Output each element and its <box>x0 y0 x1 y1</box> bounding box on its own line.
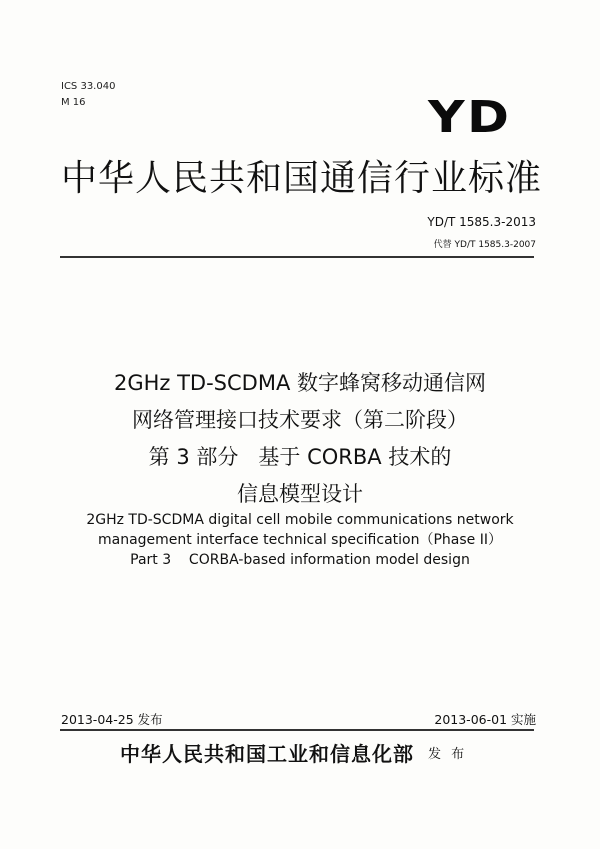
publisher-suffix: 发 布 <box>428 747 468 762</box>
implementation-date: 2013-06-01 实施 <box>434 712 536 727</box>
ics-code: ICS 33.040 <box>61 81 116 92</box>
english-title-line: 2GHz TD-SCDMA digital cell mobile communications network <box>86 512 514 528</box>
classification-codes <box>61 79 115 111</box>
bottom-divider <box>60 729 534 731</box>
publisher: 中华人民共和国工业和信息化部 <box>120 742 414 766</box>
english-title-line: Part 3 CORBA-based information model design <box>130 552 470 568</box>
standard-number: YD/T 1585.3-2013 <box>427 215 536 229</box>
english-title-line: management interface technical specification（Phase II） <box>98 532 502 548</box>
chinese-title-line: 2GHz TD-SCDMA 数字蜂窝移动通信网 <box>113 371 487 395</box>
chinese-title <box>0 365 600 513</box>
yd-logo: YD <box>428 92 512 143</box>
standard-category-title: 中华人民共和国通信行业标准 <box>61 158 543 199</box>
chinese-title-line: 第 3 部分 基于 CORBA 技术的 <box>148 445 452 469</box>
english-title <box>0 510 600 570</box>
chinese-title-line: 网络管理接口技术要求（第二阶段） <box>132 408 468 432</box>
issue-date: 2013-04-25 发布 <box>61 712 163 727</box>
ccs-code: M 16 <box>61 97 86 108</box>
replaces-standard: 代替 YD/T 1585.3-2007 <box>433 240 536 250</box>
chinese-title-line: 信息模型设计 <box>237 482 363 506</box>
top-divider <box>60 256 534 258</box>
